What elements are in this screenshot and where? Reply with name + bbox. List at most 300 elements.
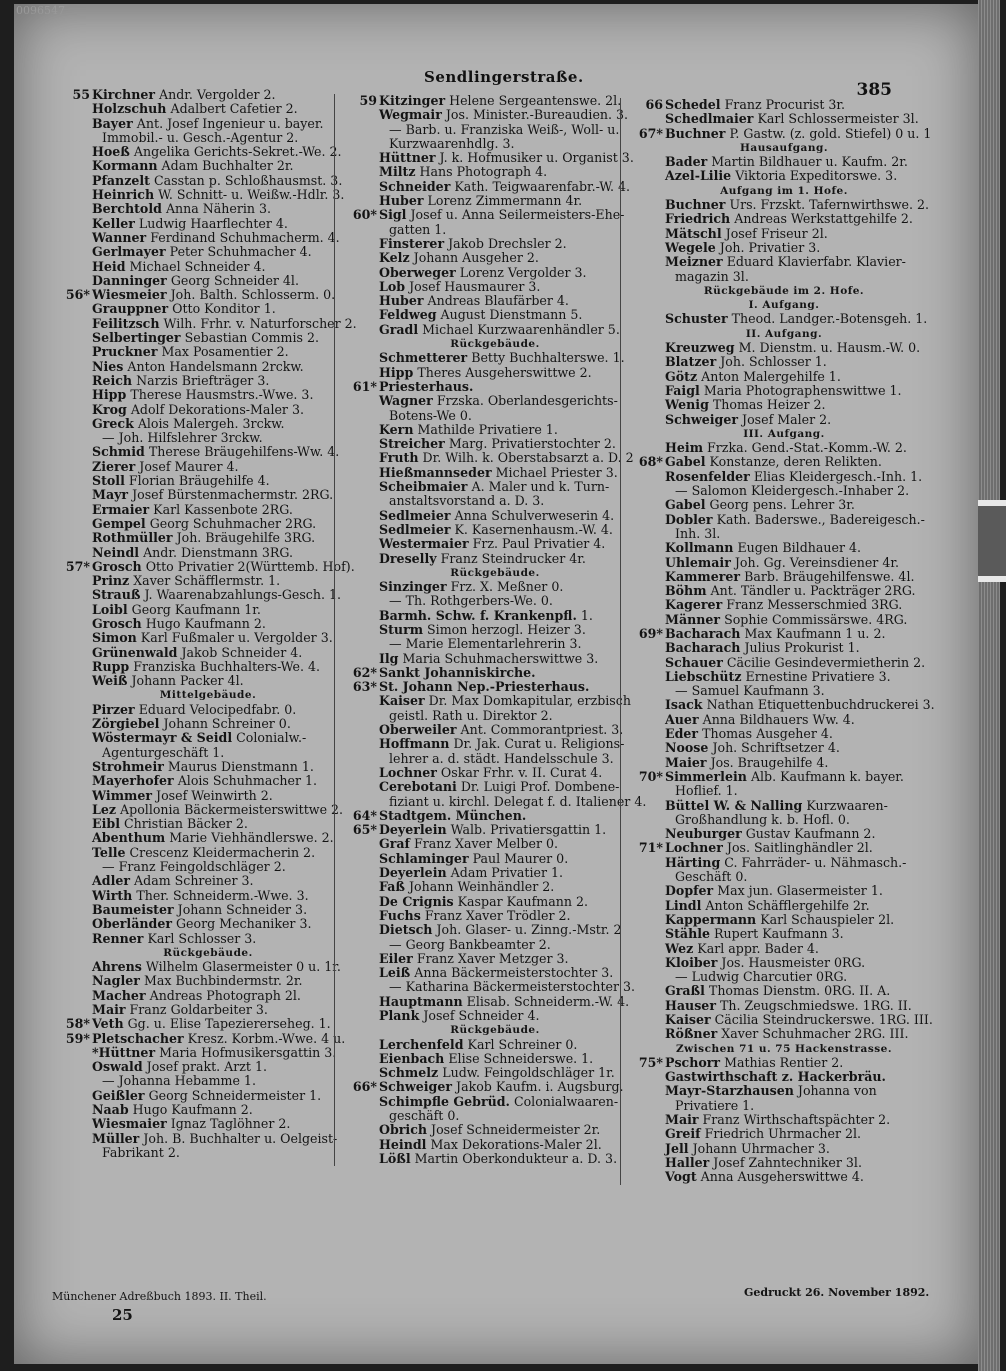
resident-name: Hipp [92,387,127,403]
directory-entry [52,1130,338,1146]
book-edge [978,0,1000,1371]
directory-entry [625,197,930,213]
entry-details: Maria Photographenswittwe 1. [703,382,902,398]
directory-entry [339,793,647,809]
directory-entry [339,207,625,223]
entry-details: Max Posamentier 2. [161,344,289,360]
directory-entry [625,956,913,970]
resident-name: Neuburger [665,826,742,842]
entry-details: Barb. Bräugehilfenswe. 4l. [744,568,915,584]
directory-entry [625,927,913,941]
resident-name: Wegmair [379,107,442,123]
directory-entry [625,212,913,226]
directory-entry [625,1156,913,1170]
entry-details: — Th. Rothgerbers-We. 0. [389,593,553,609]
resident-name: Schmetterer [379,350,468,366]
column-2 [334,93,647,1166]
directory-entry [625,870,913,884]
directory-entry [339,652,621,666]
resident-name: Schlaminger [379,850,469,866]
directory-entry [625,684,913,698]
entry-details: Alois Malergeh. 3rckw. [137,415,285,431]
entry-details: 1. [580,607,593,623]
resident-name: Macher [92,987,146,1003]
resident-name: Härting [665,854,721,870]
entry-details: Frz. X. Meßner 0. [450,579,564,595]
resident-name: Schimpfle Gebrüd. [379,1093,510,1109]
entry-details: Ferdinand Schuhmacherm. 4. [150,229,340,245]
entry-details: Josef Friseur 2l. [725,225,828,241]
resident-name: Deyerlein [379,865,447,881]
directory-entry [625,441,913,455]
directory-entry [52,974,334,988]
entry-details: Johann Packer 4l. [131,673,244,689]
directory-entry [52,117,334,131]
entry-details: Hans Photograph 4. [419,164,548,180]
entry-details: Kath. Teigwaarenfabr.-W. 4. [454,178,630,194]
directory-entry [339,251,621,265]
resident-name: Danninger [92,272,167,288]
directory-entry [625,455,913,469]
entry-details: Josef Bürstenmachermstr. 2RG. [132,487,334,503]
resident-name: Mair [665,1112,699,1128]
directory-entry [625,727,913,741]
resident-name: Mayr-Starzhausen [665,1083,794,1099]
section-heading: Mittelgebäude. [159,689,257,702]
resident-name: Huber [379,293,424,309]
directory-entry [339,437,621,451]
entry-details: Michael Schneider 4. [129,258,266,274]
entry-details: Eugen Bildhauer 4. [737,540,861,556]
directory-entry [625,255,913,269]
entry-details: — Samuel Kaufmann 3. [675,683,825,699]
directory-entry [339,1079,624,1095]
directory-entry [625,670,913,684]
entry-details: Johann Weinhändler 2. [409,879,555,895]
entry-details: Jos. Braugehilfe 4. [710,754,829,770]
resident-name: Sedlmeier [379,507,451,523]
resident-name: Feldweg [379,307,437,323]
archive-id: 0096547 [16,4,65,17]
entry-details: Apollonia Bäckermeisterswittwe 2. [120,801,344,817]
signature-mark: 25 [112,1306,133,1324]
street-title: Sendlingerstraße. [424,68,584,86]
resident-name: Dietsch [379,922,433,938]
resident-name: Schweiger [665,411,739,427]
entry-details: Andreas Blaufärber 4. [427,293,569,309]
resident-name: Gempel [92,515,146,531]
directory-entry [625,241,913,255]
entry-details: Joh. Privatier 3. [719,239,821,255]
directory-entry [625,98,913,112]
resident-name: Obrich [379,1122,428,1138]
resident-name: Wegele [665,239,716,255]
house-number: 61* [352,378,377,394]
section-heading: Rückgebäude. [450,1024,540,1037]
resident-name: Schedel [665,97,721,112]
house-number: 63* [352,679,377,695]
resident-name: Renner [92,930,144,946]
entry-details: Wilhelm Glasermeister 0 u. 1r. [145,959,341,975]
resident-name: Ahrens [92,959,142,975]
entry-details: Elise Schneiderswe. 1. [448,1050,594,1066]
footer-imprint: Münchener Adreßbuch 1893. II. Theil. [52,1290,267,1303]
directory-entry [339,580,621,594]
directory-entry [339,123,621,137]
section-heading: Zwischen 71 u. 75 Hackenstrasse. [675,1042,893,1055]
entry-details: Anna Näherin 3. [165,201,272,217]
resident-name: Lerchenfeld [379,1036,464,1052]
directory-entry [339,938,621,952]
resident-name: Auer [665,711,699,727]
resident-name: Lochner [665,840,723,856]
directory-entry [339,94,621,108]
directory-entry [339,394,621,408]
entry-details: P. Gastw. (z. gold. Stiefel) 0 u. 1 [729,125,932,141]
directory-entry [52,789,334,803]
entry-details: Jos. Hausmeister 0RG. [721,954,866,970]
resident-name: Wirth [92,887,133,903]
entry-details: Kurzwaaren- [806,797,888,813]
resident-name: Strauß [92,587,141,603]
directory-entry [625,641,913,655]
entry-details: Geschäft 0. [675,869,748,885]
directory-entry [339,594,621,608]
directory-entry [339,294,621,308]
directory-entry [339,107,629,123]
directory-entry [52,503,334,517]
directory-entry [339,923,621,937]
entry-details: C. Fahrräder- u. Nähmasch.- [724,854,907,870]
directory-entry [625,1170,913,1184]
resident-name: Dreselly [379,550,437,566]
resident-name: Kloiber [665,954,718,970]
directory-entry [339,1052,621,1066]
entry-details: — Johanna Hebamme 1. [102,1073,256,1089]
directory-entry [339,350,625,366]
resident-name: *Hüttner [92,1044,156,1060]
entry-details: — Marie Elementarlehrerin 3. [389,636,582,652]
directory-entry [52,874,334,888]
resident-name: Heid [92,258,126,274]
entry-details: — Joh. Hilfslehrer 3rckw. [102,430,263,446]
directory-entry [339,137,621,151]
directory-entry [339,852,621,866]
entry-details: geschäft 0. [389,1108,460,1124]
entry-details: Eduard Velocipedfabr. 0. [138,701,297,717]
entry-details: — Barb. u. Franziska Weiß-, Woll- u. [389,121,620,137]
resident-name: Liebschütz [665,668,742,684]
directory-entry [52,617,334,631]
directory-entry [625,841,913,855]
directory-entry [52,587,341,603]
entry-details: Joh. Gg. Vereinsdiener 4r. [734,554,899,570]
resident-name: Faß [379,879,405,895]
directory-entry [339,537,621,551]
resident-name: Fruth [379,450,419,466]
entry-details: Adam Buchhalter 2r. [161,158,294,174]
directory-entry [52,260,334,274]
entry-details: magazin 3l. [675,268,749,284]
house-number: 68* [638,454,663,470]
resident-name: Heinrich [92,187,155,203]
resident-name: Scheibmaier [379,479,468,495]
entry-details: Botens-We 0. [389,407,472,423]
resident-name: Müller [92,1130,140,1146]
directory-entry [339,494,621,508]
house-number: 58* [65,1016,90,1032]
resident-name: Abenthum [92,830,166,846]
entry-details: Frz. Paul Privatier 4. [472,536,606,552]
directory-entry [625,398,913,412]
resident-name: Eder [665,726,699,742]
entry-details: Maurus Dienstmann 1. [167,758,314,774]
entry-details: gatten 1. [389,221,447,237]
resident-name: Ermaier [92,501,150,517]
entry-details: Frzska. Oberlandesgerichts- [436,393,618,409]
resident-name: Oswald [92,1059,143,1075]
entry-details: Alb. Kaufmann k. bayer. [750,768,904,784]
resident-name: Grosch [92,558,142,574]
directory-entry [625,511,925,527]
directory-entry [625,125,932,141]
resident-name: Grauppner [92,301,169,317]
resident-name: Ilg [379,650,399,666]
directory-entry [625,169,913,183]
resident-name: Greif [665,1126,701,1142]
resident-name: Hüttner [379,150,436,166]
entry-details: Hoflief. 1. [675,783,738,799]
entry-details: Xaver Schäfflermstr. 1. [133,573,281,589]
resident-name: Stadtgem. München. [379,807,527,823]
directory-entry [52,102,334,116]
entry-details: Elisab. Schneiderm.-W. 4. [466,993,630,1009]
directory-entry [52,731,334,745]
resident-name: Gabel [665,454,706,470]
entry-details: — Katharina Bäckermeisterstochter 3. [389,979,636,995]
resident-name: Wagner [379,393,433,409]
resident-name: Uhlemair [665,554,731,570]
page-number: 385 [856,80,892,100]
directory-entry [339,237,621,251]
directory-entry [625,827,913,841]
section-heading: Rückgebäude. [450,338,540,351]
entry-details: Sophie Commissärswe. 4RG. [724,611,908,627]
resident-name: Dobler [665,511,713,527]
directory-page [14,4,978,1364]
directory-entry [339,693,631,709]
resident-name: Mätschl [665,225,722,241]
entry-details: Sebastian Commis 2. [184,330,320,346]
entry-details: Martin Bildhauer u. Kaufm. 2r. [711,154,908,170]
directory-entry [52,703,334,717]
entry-details: Ernestine Privatiere 3. [745,668,891,684]
entry-details: Adam Schreiner 3. [134,873,254,889]
resident-name: Kammerer [665,568,741,584]
resident-name: Sinzinger [379,579,447,595]
entry-details: Helene Sergeantenswe. 2l. [449,93,622,108]
directory-entry [625,884,913,898]
resident-name: Prinz [92,573,130,589]
directory-entry [625,613,913,627]
entry-details: Therese Hausmstrs.-Wwe. 3. [130,387,314,403]
house-number: 55 [72,87,90,102]
directory-entry [339,909,621,923]
directory-entry [52,917,334,931]
entry-details: Casstan p. Schloßhausmst. 3. [154,172,343,188]
resident-name: Haller [665,1154,710,1170]
resident-name: St. Johann Nep.-Priesterhaus. [379,679,590,695]
entry-details: — Franz Feingoldschläger 2. [102,859,286,875]
directory-entry [625,813,913,827]
directory-entry [52,1044,337,1060]
entry-details: Georg Schuhmacher 2RG. [149,515,317,531]
directory-entry [625,1084,913,1098]
directory-entry [625,770,913,784]
entry-details: Fabrikant 2. [102,1144,180,1160]
directory-entry [339,1066,621,1080]
resident-name: Buchner [665,197,726,213]
entry-details: Lorenz Vergolder 3. [459,264,587,280]
directory-entry [52,674,334,688]
entry-details: Anton Handelsmann 2rckw. [127,358,304,374]
section-heading: I. Aufgang. [748,299,820,312]
resident-name: Bacharach [665,640,741,656]
directory-entry [339,1095,621,1109]
entry-details: Anna Schulverweserin 4. [454,507,615,523]
resident-name: Grosch [92,615,142,631]
directory-entry [52,144,342,160]
directory-entry [339,895,621,909]
directory-entry [52,187,345,203]
resident-name: Meizner [665,254,723,270]
entry-details: Therese Bräugehilfens-Ww. 4. [148,444,340,460]
resident-name: Weiß [92,673,128,689]
entry-details: Andreas Photograph 2l. [149,987,301,1003]
house-number: 67* [638,125,663,141]
directory-entry [52,1074,334,1088]
directory-entry [339,637,621,651]
entry-details: Cäcilie Gesindevermietherin 2. [726,654,926,670]
entry-details: Joh. Bräugehilfe 3RG. [176,530,316,546]
directory-entry [625,1142,913,1156]
directory-entry [52,801,344,817]
directory-entry [339,366,621,380]
entry-details: Johann Uhrmacher 3. [692,1140,830,1156]
entry-details: Josef Zahntechniker 3l. [713,1154,862,1170]
entry-details: Viktoria Expeditorswe. 3. [735,168,898,184]
entry-details: Theres Ausgeherswittwe 2. [417,364,592,380]
resident-name: Hauser [665,997,716,1013]
entry-details: Franz Steindrucker 4r. [440,550,586,566]
resident-name: Telle [92,844,126,860]
entry-details: Rupert Kaufmann 3. [714,926,844,942]
resident-name: Barmh. Schw. f. Krankenpfl. [379,607,577,623]
entry-details: Anna Bildhauers Ww. 4. [702,711,855,727]
directory-entry [625,598,913,612]
directory-entry [52,131,334,145]
directory-entry [52,374,334,388]
directory-entry [625,1099,913,1113]
entry-details: Franz Goldarbeiter 3. [129,1002,268,1017]
entry-details: Christian Bäcker 2. [124,816,248,832]
directory-entry [625,1113,913,1127]
entry-details: Mathias Rentier 2. [724,1054,844,1070]
entry-details: Inh. 3l. [675,525,721,541]
entry-details: Adalbert Cafetier 2. [170,101,298,117]
directory-entry [339,709,621,723]
entry-details: Urs. Frzskt. Tafernwirthswe. 2. [729,197,930,213]
entry-details: Josef u. Anna Seilermeisters-Ehe- [410,207,625,223]
resident-name: Sturm [379,621,424,637]
directory-entry [339,952,621,966]
directory-entry [52,403,334,417]
directory-entry [339,480,621,494]
print-date: Gedruckt 26. November 1892. [744,1286,930,1299]
entry-details: Franz Xaver Melber 0. [413,836,558,852]
house-number: 59 [359,93,377,108]
directory-entry [52,431,334,445]
resident-name: Friedrich [665,211,731,227]
entry-details: Angelika Gerichts-Sekret.-We. 2. [133,144,342,160]
directory-entry [625,1012,933,1027]
resident-name: Gerlmayer [92,244,166,260]
entry-details: Dr. Jak. Curat u. Religions- [453,736,625,752]
entry-details: Max Kaufmann 1 u. 2. [744,625,886,641]
directory-entry [625,697,935,713]
entry-details: Agenturgeschäft 1. [102,744,225,760]
resident-name: Faigl [665,382,700,398]
directory-entry [52,660,334,674]
resident-name: Schmid [92,444,145,460]
entry-details: Privatiere 1. [675,1097,755,1113]
entry-details: Karl Schlossermeister 3l. [757,111,919,127]
directory-entry [339,308,621,322]
directory-entry [52,1089,334,1103]
entry-details: Colonialwaaren- [513,1093,619,1109]
resident-name: Schmelz [379,1065,439,1081]
directory-entry [339,609,621,623]
entry-details: Anna Bäckermeisterstochter 3. [414,965,614,981]
directory-entry [625,355,913,369]
entry-details: — Ludwig Charcutier 0RG. [675,969,848,985]
directory-entry [625,970,913,984]
resident-name: Schweiger [379,1079,453,1095]
entry-details: Joh. B. Buchhalter u. Oelgeist- [143,1130,338,1146]
resident-name: Lindl [665,897,702,913]
entry-details: Ant. Tändler u. Packträger 2RG. [710,583,916,599]
entry-details: Th. Zeugschmiedswe. 1RG. II. [719,997,912,1013]
directory-entry [52,760,334,774]
directory-entry [625,942,913,956]
entry-details: Betty Buchhalterswe. 1. [471,350,625,366]
directory-entry [339,993,630,1009]
directory-entry [52,903,334,917]
entry-details: Georg Schneider 4l. [170,272,299,288]
directory-entry [625,1056,913,1070]
resident-name: De Crignis [379,893,454,909]
resident-name: Kagerer [665,597,723,613]
resident-name: Wimmer [92,787,153,803]
resident-name: Deyerlein [379,822,447,838]
resident-name: Hauptmann [379,993,463,1009]
directory-entry [625,556,913,570]
resident-name: Zörgiebel [92,716,160,732]
entry-details: Elias Kleidergesch.-Inh. 1. [753,468,923,484]
entry-details: Crescenz Kleidermacherin 2. [129,844,316,860]
entry-details: Nathan Etiquettenbuchdruckerei 3. [706,697,935,713]
directory-entry [52,315,357,331]
